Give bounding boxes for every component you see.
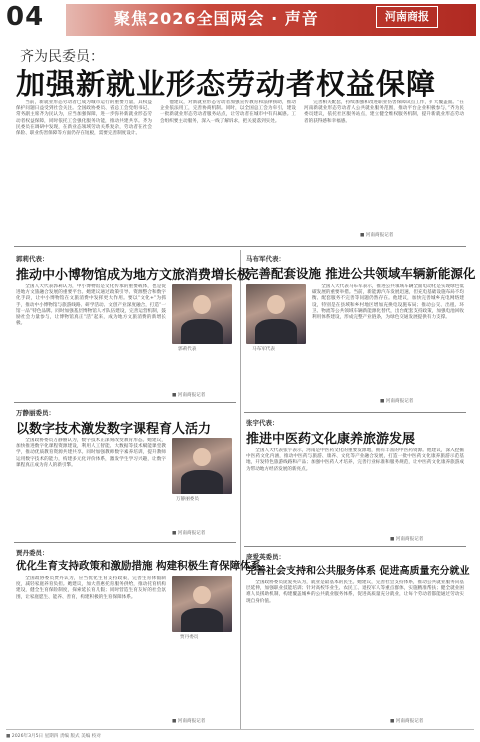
- right1-paragraph: 全国人大代表马布军表示，推进公共领域车辆全面电动化是实现绿色低碳发展的重要举措。当前，新能源汽车发展迅速，但充电基础设施布局不均衡、配套服务不完善等问题仍然存在。他建议，加快完善城乡充电网络建设，特别是在县域和乡村地区增加充换电设施布局；推动公交、出租、环卫、物流等公共领域车辆新能源化替代，出台配套支持政策，加强电池回收利用体系建设，形成完整产业链条，为绿色交通发展提供有力支撑。: [312, 284, 464, 321]
- lead-kicker: 齐为民委员：: [20, 49, 104, 65]
- masthead-logo: 河南商报: [376, 6, 438, 28]
- lead-paragraph-3: 完善相关配套，持续加强和改进职业伤害保障试点工作，扩大覆盖面。“在河南新就业形态劳动者人公共就业服务范围，推动平台企业积极参与，”齐为民委员建议，依托社区服务站点，建立健全维权服务机制，提升新就业形态劳动者的获得感和幸福感。: [304, 100, 464, 124]
- left3-body: [16, 576, 166, 716]
- right3-headline: 完善社会支持和公共服务体系 促进高质量充分就业: [246, 566, 470, 577]
- page-number: 04: [6, 2, 45, 32]
- left3-photo-caption: 贾丹委员: [180, 635, 199, 640]
- left3-kicker: 贾丹委员：: [16, 549, 49, 557]
- left1-portrait-photo: [172, 284, 232, 344]
- right1-byline: ■ 河南商报记者: [380, 399, 414, 404]
- left1-paragraph: 全国人大代表郭莉认为，中小博物馆是文化传承的重要载体，也是促进地方文旅融合发展的重要平台。她建议通过政策引导、资源整合和数字化手段，让中小博物馆在文旅消费中发挥更大作用。要以“文化+”为抓手，推动中小博物馆与旅游线路、研学活动、文创产业深度融合，打造“一馆一品”特色品牌。同时加强基层博物馆人才队伍建设，完善运营机制，鼓励社会力量参与，让博物馆真正“活”起来，成为地方文旅消费的新增长极。: [16, 284, 166, 327]
- right2-byline: ■ 河南商报记者: [390, 537, 424, 542]
- lead-paragraph-1: 当前，新就业形态劳动者已成为城市运行的重要力量，其权益保护问题日益受到社会关注。全国政协委员、省总工会党组书记、常务副主席齐为民认为，应当加强保障，进一步弥补新就业形态劳动者权益保障，同时依托工会强化服务功能，推动共建共享。齐为民委员在调研中发现，在新业态领域劳动关系复杂，劳动者在社会保险、职业伤害保障等方面仍存在短板，需要完善制度设计。: [16, 100, 152, 137]
- right1-headline: 完善配套设施 推进公共领域车辆新能源化: [246, 266, 476, 281]
- left2-body: [16, 438, 166, 538]
- left1-photo-caption: 郭莉代表: [178, 347, 197, 352]
- page-header: [0, 0, 480, 40]
- lead-byline: ■ 河南商报记者: [360, 233, 394, 238]
- left2-headline: 以数字技术激发数字课程育人活力: [16, 422, 212, 437]
- left3-headline: 优化生育支持政策和激励措施 构建积极生育保障体系: [16, 560, 262, 572]
- right2-paragraph: 全国人大代表张宇表示，河南是中医药文化的重要发源地，拥有丰富的中医药资源。他建议，深入挖掘中医药文化内涵，推动中医药与旅游、康养、文化等产业融合发展，打造一批中医药文化康养旅游示范基地，开发特色旅游线路和产品；加强中医药人才培养，完善行业标准和服务规范，让中医药文化康养旅游成为带动地方经济发展的新亮点。: [246, 448, 464, 472]
- left2-paragraph: 全国政协委员万静丽认为，数字技术正深刻改变教育形态。她建议，加快推进数字化课程资源建设，利用人工智能、大数据等技术赋能课堂教学，推动优质教育资源共建共享。同时加强教师数字素养培训，提升教师运用数字技术的能力，构建多元化评价体系，激发学生学习兴趣，让数字课程真正成为育人的新引擎。: [16, 438, 166, 468]
- left1-kicker: 郭莉代表：: [16, 255, 49, 263]
- lead-column-1: [16, 100, 152, 242]
- banner-title: 聚焦2026全国两会 · 声音: [114, 9, 319, 28]
- right3-kicker: 庞爱英委员：: [246, 553, 285, 561]
- lead-column-3: [304, 100, 464, 226]
- lead-column-2: [160, 100, 296, 242]
- section-divider: [14, 246, 466, 247]
- right1-body: [312, 284, 464, 402]
- right1-kicker: 马布军代表：: [246, 255, 285, 263]
- lead-headline: 加强新就业形态劳动者权益保障: [16, 67, 437, 101]
- right3-byline: ■ 河南商报记者: [390, 719, 424, 724]
- left1-body: [16, 284, 166, 390]
- left1-byline: ■ 河南商报记者: [172, 393, 206, 398]
- right1-photo-caption: 马布军代表: [252, 347, 275, 352]
- left2-photo-caption: 万静丽委员: [176, 497, 199, 502]
- left1-headline: 推动中小博物馆成为地方文旅消费増长极: [16, 268, 251, 283]
- right2-headline: 推进中医药文化康养旅游发展: [246, 432, 416, 447]
- left3-byline: ■ 河南商报记者: [172, 719, 206, 724]
- left-divider-1: [14, 402, 236, 403]
- left2-byline: ■ 河南商报记者: [172, 531, 206, 536]
- footer-rule: [6, 729, 474, 730]
- right3-body: [246, 580, 464, 716]
- left3-portrait-photo: [172, 576, 232, 632]
- right-divider-1: [244, 412, 466, 413]
- right1-portrait-photo: [246, 284, 306, 344]
- right2-body: [246, 448, 464, 534]
- column-divider: [240, 250, 241, 730]
- right-divider-2: [244, 546, 466, 547]
- lead-paragraph-2: 他建议，对新就业形态劳动者加强宣传教育和法律援助，推动企业依法用工，完善协商机制。同时，以全国总工会为牵引，建设一批新就业形态劳动者服务站点，让劳动者在城市中有归属感。工会组织要主动服务，深入一线了解诉求，把关爱落到实处。: [160, 100, 296, 124]
- right2-kicker: 张宇代表：: [246, 419, 279, 427]
- left-divider-2: [14, 542, 236, 543]
- left3-paragraph: 全国政协委员贾丹认为，应当优化生育支持政策，完善生育休假制度，减轻家庭养育负担。她建议，加大普惠托育服务供给，推动托育机构建设，健全生育保险制度，探索延长育儿假；同时营造生育友好的社会氛围，让家庭愿生、能养、善育，构建积极的生育保障体系。: [16, 576, 166, 600]
- left2-portrait-photo: [172, 438, 232, 494]
- right3-paragraph: 全国政协委员庞爱英认为，就业是最基本的民生。她建议，完善社会支持体系，推动公共就业服务向基层延伸，加强职业技能培训；针对高校毕业生、农民工、退役军人等重点群体，实施精准帮扶；健全就业困难人员援助机制，构建覆盖城乡的公共就业服务体系，促进高质量充分就业，让每个劳动者都能通过劳动实现自身价值。: [246, 580, 464, 604]
- left2-kicker: 万静丽委员：: [16, 409, 55, 417]
- page-footer: ■ 2026年3月5日 星期四 责编 版式 美编 校对: [6, 734, 101, 739]
